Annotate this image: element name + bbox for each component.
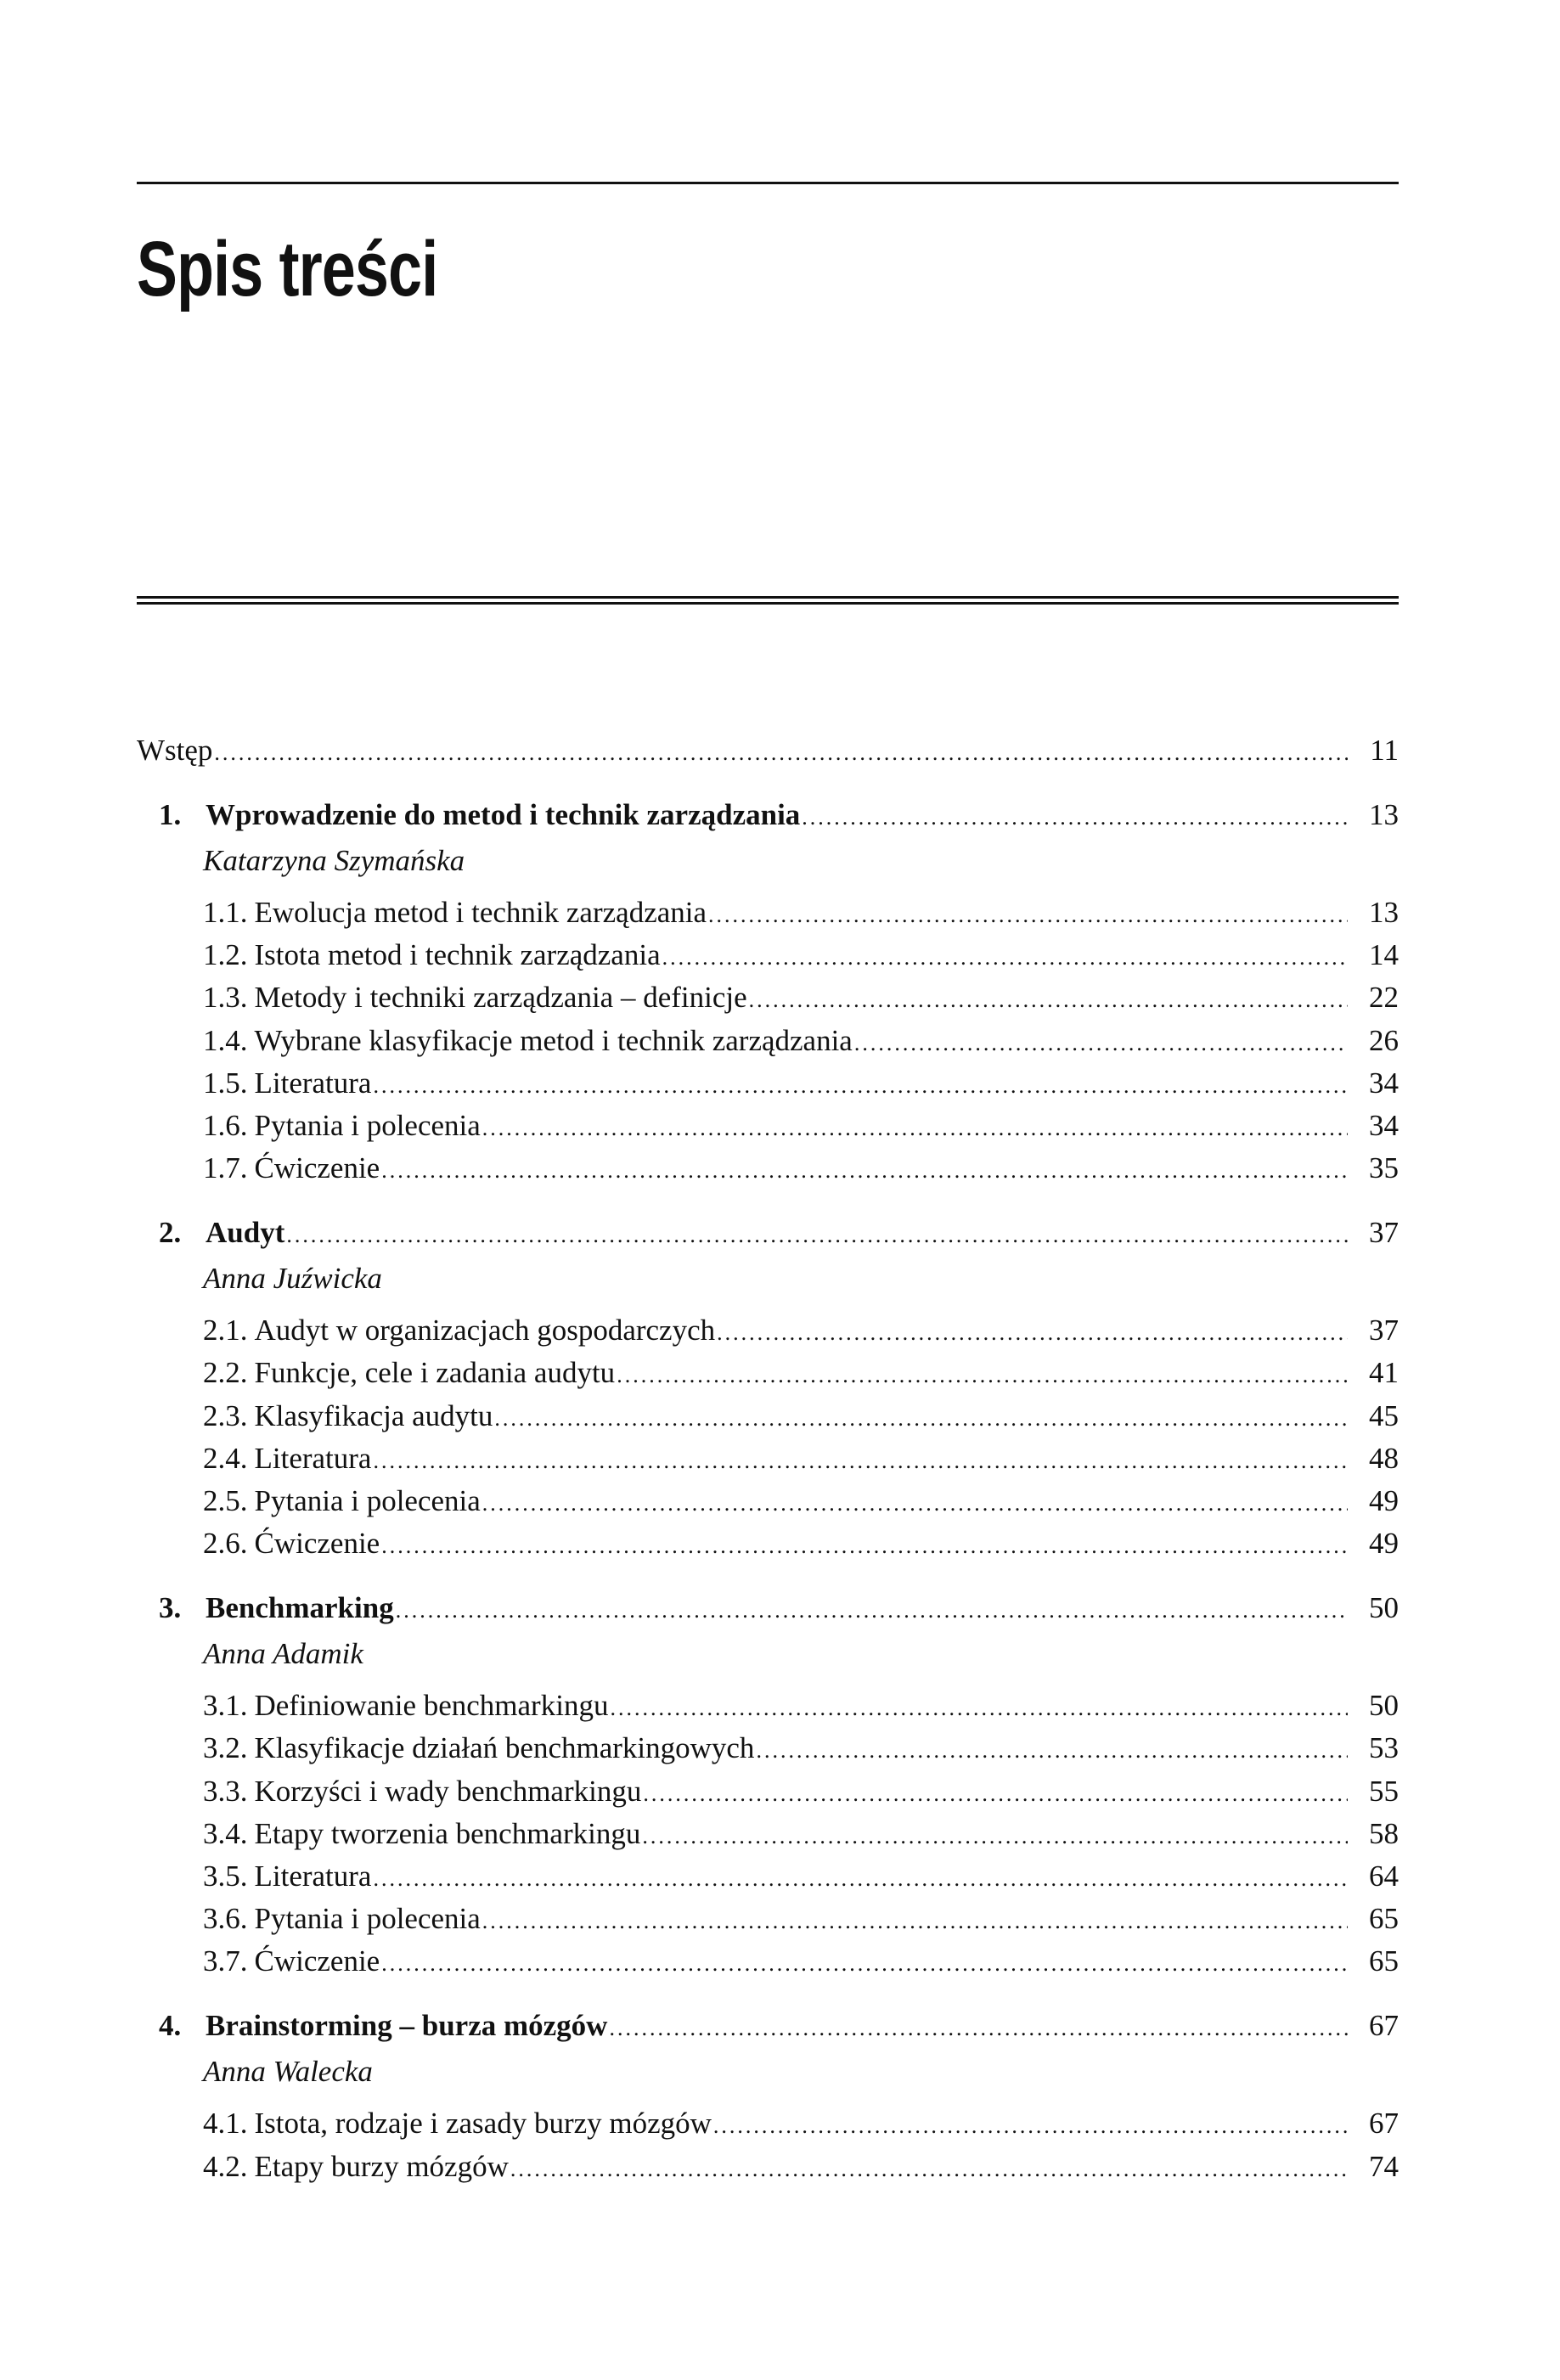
leader-dots bbox=[373, 1065, 1348, 1107]
section-number: 2.4. bbox=[203, 1441, 248, 1475]
section-number: 2.1. bbox=[203, 1314, 248, 1348]
section-number: 3.7. bbox=[203, 1944, 248, 1978]
toc-entry-chapter[interactable] bbox=[159, 794, 1399, 836]
top-rule bbox=[137, 182, 1399, 184]
toc-entry-section[interactable] bbox=[203, 1020, 1399, 1062]
page-number: 50 bbox=[1369, 1591, 1399, 1625]
page-number: 55 bbox=[1369, 1774, 1399, 1808]
section-title: Literatura bbox=[254, 1441, 372, 1475]
toc-entry-section[interactable] bbox=[203, 976, 1399, 1019]
chapter-title: Brainstorming – burza mózgów bbox=[206, 2009, 608, 2043]
toc-entry-section[interactable] bbox=[203, 892, 1399, 934]
toc-entry-section[interactable] bbox=[203, 1685, 1399, 1727]
page-number: 34 bbox=[1369, 1109, 1399, 1142]
leader-dots bbox=[494, 1398, 1348, 1440]
page-number: 65 bbox=[1369, 1944, 1399, 1978]
leader-dots bbox=[286, 1214, 1348, 1257]
chapter-title: Audyt bbox=[206, 1216, 285, 1250]
section-number: 2.6. bbox=[203, 1527, 248, 1561]
section-number: 1.1. bbox=[203, 896, 248, 929]
leader-dots bbox=[381, 1150, 1348, 1192]
chapter-author: Anna Walecka bbox=[203, 2055, 373, 2089]
section-title: Ćwiczenie bbox=[254, 1151, 380, 1185]
section-title: Metody i techniki zarządzania – definicje bbox=[254, 981, 747, 1015]
section-number: 1.4. bbox=[203, 1023, 248, 1057]
section-number: 3.4. bbox=[203, 1816, 248, 1850]
chapter-author: Katarzyna Szymańska bbox=[203, 844, 465, 877]
leader-dots bbox=[373, 1440, 1348, 1483]
section-title: Pytania i polecenia bbox=[254, 1902, 481, 1936]
page-number: 74 bbox=[1369, 2149, 1399, 2183]
leader-dots bbox=[482, 1483, 1348, 1525]
section-title: Klasyfikacje działań benchmarkingowych bbox=[254, 1731, 755, 1765]
section-number: 3.2. bbox=[203, 1731, 248, 1765]
section-number: 2.2. bbox=[203, 1356, 248, 1390]
toc-entry-section[interactable] bbox=[203, 1147, 1399, 1190]
leader-dots bbox=[854, 1022, 1348, 1065]
page-number: 64 bbox=[1369, 1860, 1399, 1893]
page-number: 67 bbox=[1369, 2107, 1399, 2141]
section-title: Etapy tworzenia benchmarkingu bbox=[254, 1816, 641, 1850]
leader-dots bbox=[713, 2105, 1348, 2147]
toc-entry-section[interactable] bbox=[203, 2146, 1399, 2188]
page-number: 11 bbox=[1370, 734, 1399, 767]
toc-entry-section[interactable] bbox=[203, 1480, 1399, 1522]
section-title: Funkcje, cele i zadania audytu bbox=[254, 1356, 616, 1390]
section-number: 4.2. bbox=[203, 2149, 248, 2183]
page-number: 65 bbox=[1369, 1902, 1399, 1936]
entry-label: Wstęp bbox=[137, 734, 213, 767]
chapter-title: Wprowadzenie do metod i technik zarządzania bbox=[206, 798, 801, 831]
section-title: Istota metod i technik zarządzania bbox=[254, 938, 661, 972]
page-number: 37 bbox=[1369, 1314, 1399, 1348]
toc-entry-chapter[interactable] bbox=[159, 1587, 1399, 1629]
toc-entry-chapter[interactable] bbox=[159, 1212, 1399, 1254]
toc-entry-section[interactable] bbox=[203, 1395, 1399, 1438]
page-number: 49 bbox=[1369, 1484, 1399, 1517]
page-number: 53 bbox=[1369, 1731, 1399, 1765]
section-number: 3.6. bbox=[203, 1902, 248, 1936]
section-title: Ćwiczenie bbox=[254, 1527, 380, 1561]
section-number: 3.1. bbox=[203, 1689, 248, 1723]
leader-dots bbox=[717, 1312, 1348, 1354]
page-number: 14 bbox=[1369, 938, 1399, 972]
section-title: Ćwiczenie bbox=[254, 1944, 380, 1978]
section-title: Pytania i polecenia bbox=[254, 1484, 481, 1517]
section-number: 1.2. bbox=[203, 938, 248, 972]
page-number: 48 bbox=[1369, 1441, 1399, 1475]
page-number: 37 bbox=[1369, 1216, 1399, 1250]
toc-entry-section[interactable] bbox=[203, 1855, 1399, 1898]
section-number: 3.5. bbox=[203, 1860, 248, 1893]
section-number: 1.3. bbox=[203, 981, 248, 1015]
leader-dots bbox=[381, 1525, 1348, 1567]
toc-entry-section[interactable] bbox=[203, 1438, 1399, 1480]
page-number: 22 bbox=[1369, 981, 1399, 1015]
leader-dots bbox=[609, 2007, 1348, 2050]
section-number: 2.3. bbox=[203, 1398, 248, 1432]
section-number: 1.7. bbox=[203, 1151, 248, 1185]
section-number: 1.6. bbox=[203, 1109, 248, 1142]
leader-dots bbox=[482, 1107, 1348, 1150]
toc-entry-section[interactable] bbox=[203, 1352, 1399, 1394]
leader-dots bbox=[642, 1815, 1348, 1858]
chapter-author: Anna Juźwicka bbox=[203, 1262, 382, 1296]
toc-entry-section[interactable] bbox=[203, 1522, 1399, 1565]
leader-dots bbox=[708, 894, 1348, 937]
toc-entry-section[interactable] bbox=[203, 1940, 1399, 1983]
section-title: Literatura bbox=[254, 1860, 372, 1893]
section-title: Wybrane klasyfikacje metod i technik zarządzania bbox=[254, 1023, 853, 1057]
toc-entry-section[interactable] bbox=[203, 1727, 1399, 1770]
leader-dots bbox=[643, 1773, 1348, 1815]
leader-dots bbox=[381, 1943, 1348, 1985]
toc-entry-section[interactable] bbox=[203, 1062, 1399, 1105]
page-number: 13 bbox=[1369, 798, 1399, 831]
double-rule-bottom bbox=[137, 602, 1399, 605]
leader-dots bbox=[756, 1730, 1348, 1772]
chapter-number: 4. bbox=[159, 2009, 182, 2043]
page-number: 50 bbox=[1369, 1689, 1399, 1723]
toc-entry-section[interactable] bbox=[203, 2102, 1399, 2145]
leader-dots bbox=[617, 1354, 1348, 1397]
section-title: Klasyfikacja audytu bbox=[254, 1398, 493, 1432]
page-number: 67 bbox=[1369, 2009, 1399, 2043]
leader-dots bbox=[802, 796, 1348, 839]
page-number: 41 bbox=[1369, 1356, 1399, 1390]
section-number: 4.1. bbox=[203, 2107, 248, 2141]
chapter-title: Benchmarking bbox=[206, 1591, 394, 1625]
page-number: 58 bbox=[1369, 1816, 1399, 1850]
toc-entry-front[interactable] bbox=[137, 729, 1399, 772]
chapter-number: 3. bbox=[159, 1591, 182, 1625]
leader-dots bbox=[373, 1858, 1348, 1900]
leader-dots bbox=[749, 979, 1348, 1021]
toc-entry-section[interactable] bbox=[203, 1770, 1399, 1813]
leader-dots bbox=[610, 1687, 1348, 1730]
chapter-number: 2. bbox=[159, 1216, 182, 1250]
section-number: 1.5. bbox=[203, 1066, 248, 1100]
toc-entry-section[interactable] bbox=[203, 1813, 1399, 1855]
section-title: Audyt w organizacjach gospodarczych bbox=[254, 1314, 716, 1348]
leader-dots bbox=[396, 1589, 1348, 1632]
section-number: 3.3. bbox=[203, 1774, 248, 1808]
leader-dots bbox=[510, 2148, 1348, 2191]
chapter-number: 1. bbox=[159, 798, 182, 831]
section-title: Literatura bbox=[254, 1066, 372, 1100]
toc-entry-section[interactable] bbox=[203, 934, 1399, 976]
page-title: Spis treści bbox=[137, 226, 438, 312]
section-title: Pytania i polecenia bbox=[254, 1109, 481, 1142]
page-number: 13 bbox=[1369, 896, 1399, 929]
section-title: Definiowanie benchmarkingu bbox=[254, 1689, 609, 1723]
page-number: 49 bbox=[1369, 1527, 1399, 1561]
toc-entry-section[interactable] bbox=[203, 1309, 1399, 1352]
section-number: 2.5. bbox=[203, 1484, 248, 1517]
section-title: Istota, rodzaje i zasady burzy mózgów bbox=[254, 2107, 712, 2141]
page-number: 35 bbox=[1369, 1151, 1399, 1185]
section-title: Korzyści i wady benchmarkingu bbox=[254, 1774, 642, 1808]
page-number: 34 bbox=[1369, 1066, 1399, 1100]
double-rule-top bbox=[137, 596, 1399, 599]
chapter-author: Anna Adamik bbox=[203, 1637, 363, 1671]
leader-dots bbox=[214, 732, 1348, 774]
leader-dots bbox=[482, 1900, 1348, 1943]
page-number: 26 bbox=[1369, 1023, 1399, 1057]
page-number: 45 bbox=[1369, 1398, 1399, 1432]
leader-dots bbox=[662, 937, 1348, 979]
section-title: Ewolucja metod i technik zarządzania bbox=[254, 896, 707, 929]
toc-entry-section[interactable] bbox=[203, 1898, 1399, 1940]
toc-entry-chapter[interactable] bbox=[159, 2005, 1399, 2047]
section-title: Etapy burzy mózgów bbox=[254, 2149, 509, 2183]
toc-entry-section[interactable] bbox=[203, 1105, 1399, 1147]
